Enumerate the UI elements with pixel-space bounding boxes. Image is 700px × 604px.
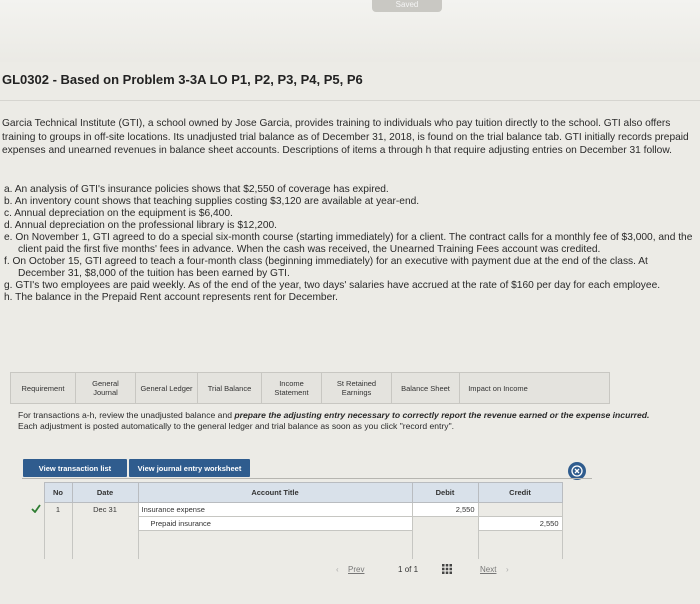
debit-field[interactable] <box>412 517 478 531</box>
chevron-right-icon: › <box>506 565 509 574</box>
table-row <box>28 531 562 545</box>
row-date: Dec 31 <box>72 503 138 517</box>
col-date: Date <box>72 483 138 503</box>
debit-field[interactable]: 2,550 <box>412 503 478 517</box>
col-no: No <box>44 483 72 503</box>
empty-check <box>28 531 44 545</box>
debit-field[interactable] <box>412 545 478 559</box>
tab-impact-on-income[interactable]: Impact on Income <box>468 383 528 393</box>
view-journal-worksheet-button[interactable]: View journal entry worksheet <box>129 459 250 477</box>
empty-check <box>28 545 44 559</box>
item-g: g. GTI's two employees are paid weekly. As of the end of the year, two days' salaries have accrued at the rate of $160 per day for each employee. <box>4 280 661 291</box>
instructions-bold: prepare the adjusting entry necessary to correctly report the revenue earned or the expense incurred. <box>234 410 650 420</box>
page-current: 1 <box>398 565 403 574</box>
item-a: a. An analysis of GTI's insurance policies shows that $2,550 of coverage has expired. <box>4 184 389 195</box>
x-icon <box>571 465 583 477</box>
page-of: of <box>404 565 412 574</box>
row-no <box>44 531 72 545</box>
tab-general-ledger[interactable]: General Ledger <box>136 373 198 403</box>
checkmark-icon <box>28 503 44 517</box>
credit-field[interactable]: 2,550 <box>478 517 562 531</box>
col-credit: Credit <box>478 483 562 503</box>
chevron-left-icon: ‹ <box>336 565 339 574</box>
row-no <box>44 545 72 559</box>
page-total: 1 <box>413 565 419 574</box>
divider <box>0 100 700 101</box>
table-row <box>28 503 562 517</box>
credit-field[interactable] <box>478 531 562 545</box>
saved-indicator: Saved <box>372 0 442 12</box>
row-date <box>72 517 138 531</box>
col-debit: Debit <box>412 483 478 503</box>
page-title: GL0302 - Based on Problem 3-3A LO P1, P2, P3, P4, P5, P6 <box>2 72 363 87</box>
tab-income-statement[interactable]: Income Statement <box>262 373 322 403</box>
row-no <box>44 517 72 531</box>
row-date <box>72 545 138 559</box>
credit-field[interactable] <box>478 545 562 559</box>
item-d: d. Annual depreciation on the professional library is $12,200. <box>4 220 277 231</box>
tab-balance-sheet[interactable]: Balance Sheet <box>392 373 460 403</box>
panel-divider <box>22 478 592 479</box>
tab-trial-balance[interactable]: Trial Balance <box>198 373 262 403</box>
adjustment-items <box>4 184 694 304</box>
table-row <box>28 545 562 559</box>
grid-icon[interactable] <box>442 564 452 574</box>
check-header <box>28 483 44 503</box>
pagination <box>322 562 552 578</box>
account-field[interactable] <box>138 545 412 559</box>
page-indicator <box>398 565 418 574</box>
item-c: c. Annual depreciation on the equipment is $6,400. <box>4 208 233 219</box>
account-field[interactable] <box>138 531 412 545</box>
tab-general-journal[interactable]: General Journal <box>76 373 136 403</box>
worksheet-tabs <box>10 372 610 404</box>
item-b: b. An inventory count shows that teaching supplies costing $3,120 are available at year-end. <box>4 196 420 207</box>
instructions-pre: For transactions a-h, review the unadjusted balance and <box>18 410 235 420</box>
row-no: 1 <box>44 503 72 517</box>
tab-st-retained-earnings[interactable]: St Retained Earnings <box>322 373 392 403</box>
instructions <box>18 410 658 431</box>
view-transaction-list-button[interactable]: View transaction list <box>23 459 127 477</box>
item-h: h. The balance in the Prepaid Rent account represents rent for December. <box>4 292 338 303</box>
instructions-post: Each adjustment is posted automatically to the general ledger and trial balance as soon as you click "record entry". <box>18 420 455 431</box>
journal-table <box>28 482 563 559</box>
tab-requirement[interactable]: Requirement <box>11 373 76 403</box>
table-row <box>28 517 562 531</box>
credit-field[interactable] <box>478 503 562 517</box>
col-account-title: Account Title <box>138 483 412 503</box>
empty-check <box>28 517 44 531</box>
problem-intro: Garcia Technical Institute (GTI), a school owned by Jose Garcia, provides training to individuals who pay tuition directly to the school. GTI also offers training to groups in off-site locations. Its unadjusted trial balance as of December 31, 2018, is found on the trial balance tab. GTI initially records prepaid expenses and unearned revenues in balance sheet accounts. Descriptions of items a through h that require adjusting entries on December 31 follow. <box>2 118 689 156</box>
top-toolbar <box>0 0 700 62</box>
row-date <box>72 531 138 545</box>
prev-button[interactable]: Prev <box>348 565 365 574</box>
account-field[interactable]: Prepaid insurance <box>138 517 412 531</box>
debit-field[interactable] <box>412 531 478 545</box>
next-button[interactable]: Next <box>480 565 497 574</box>
item-e: e. On November 1, GTI agreed to do a special six-month course (starting immediately) for a client. The contract calls for a monthly fee of $3,000, and the client paid the first five months' fees in advance. When the cash was received, the Unearned Training Fees account was credited. <box>4 232 693 255</box>
account-field[interactable]: Insurance expense <box>138 503 412 517</box>
item-f: f. On October 15, GTI agreed to teach a four-month class (beginning immediately) for an executive with payment due at the end of the class. At December 31, $8,000 of the tuition has been earned by GTI. <box>4 256 648 279</box>
